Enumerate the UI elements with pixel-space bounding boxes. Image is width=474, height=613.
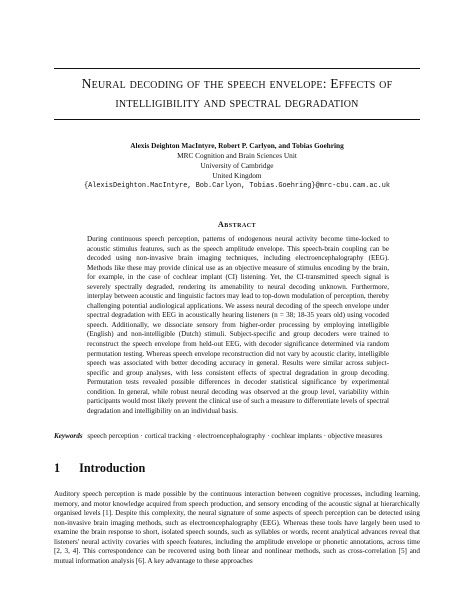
abstract-heading: Abstract: [217, 220, 257, 229]
keywords-label: Keywords: [54, 432, 83, 440]
author-block: [40, 141, 434, 191]
section-number: 1: [54, 461, 61, 475]
abstract-text: During continuous speech perception, patterns of endogenous neural activity become time-locked to acoustic stimulus features, such as the speech amplitude envelope. This speech-brain coupling can be decoded using non-invasive brain imaging techniques, including electroencephalography (EEG). Methods like these may provide clinical use as an objective measure of stimulus encoding by the brain, for example, in the case of cochlear implant (CI) listening. Yet, the CI-transmitted speech signal is severely spectrally degraded, rendering its amenability to neural decoding unknown. Furthermore, interplay between acoustic and linguistic factors may lead to top-down modulation of perception, thereby challenging potential audiological applications. We assess neural decoding of the speech envelope under spectral degradation with EEG in acoustically hearing listeners (n = 38; 18-35 years old) using vocoded speech. Additionally, we dissociate sensory from higher-order processing by employing intelligible (English) and non-intelligible (Dutch) stimuli. Subject-specific and group decoders were trained to reconstruct the speech envelope from held-out EEG, with decoder significance determined via random permutation testing. Whereas speech envelope reconstruction did not vary by acoustic clarity, intelligible speech was associated with better decoding accuracy in general. Results were similar across subject-specific and group analyses, with less consistent effects of spectral degradation in group decoding. Permutation tests revealed possible differences in decoder statistical significance by experimental condition. In general, while robust neural decoding was observed at the group level, variability within participants would most likely prevent the clinical use of such a measure to differentiate levels of spectral degradation and intelligibility on an individual basis.: [87, 235, 389, 415]
author-country: United Kingdom: [212, 171, 262, 180]
author-unit: MRC Cognition and Brain Sciences Unit: [177, 151, 297, 160]
paper-title-line-2: intelligibility and spectral degradation: [115, 95, 359, 110]
author-university: University of Cambridge: [200, 161, 274, 170]
section-title: Introduction: [79, 461, 146, 475]
title-rule-top: [54, 68, 420, 69]
title-rule-bottom: [54, 119, 420, 120]
introduction-text: Auditory speech perception is made possible by the continuous interaction between cognitive processes, including learning, memory, and motor knowledge acquired from speech production, and sensory encoding of the acoustic signal at hierarchically organised levels [1]. Despite this complexity, the neural signature of some aspects of speech perception can be detected using non-invasive brain imaging methods, such as electroencephalography (EEG). Whereas these tools have largely been used to examine the brain response to short, isolated speech sounds, such as syllables or words, recent analytical advances reveal that listeners' neural activity covaries with speech features, including the amplitude envelope or phonetic annotations, across time [2, 3, 4]. This correspondence can be recovered using both linear and nonlinear methods, such as cross-correlation [5] and mutual information analysis [6]. A key advantage to these approaches: [54, 490, 420, 565]
keywords-text: speech perception · cortical tracking · electroencephalography · cochlear implants · objective measures: [87, 432, 383, 440]
section-heading: [54, 460, 145, 476]
paper-title: [54, 74, 420, 112]
paper-title-line-1: Neural decoding of the speech envelope: Effects of: [81, 76, 393, 91]
author-names: Alexis Deighton MacIntyre, Robert P. Carlyon, and Tobias Goehring: [130, 141, 344, 150]
author-email: {AlexisDeighton.MacIntyre, Bob.Carlyon, Tobias.Goehring}@mrc-cbu.cam.ac.uk: [84, 182, 390, 190]
keywords-line: [54, 431, 424, 441]
